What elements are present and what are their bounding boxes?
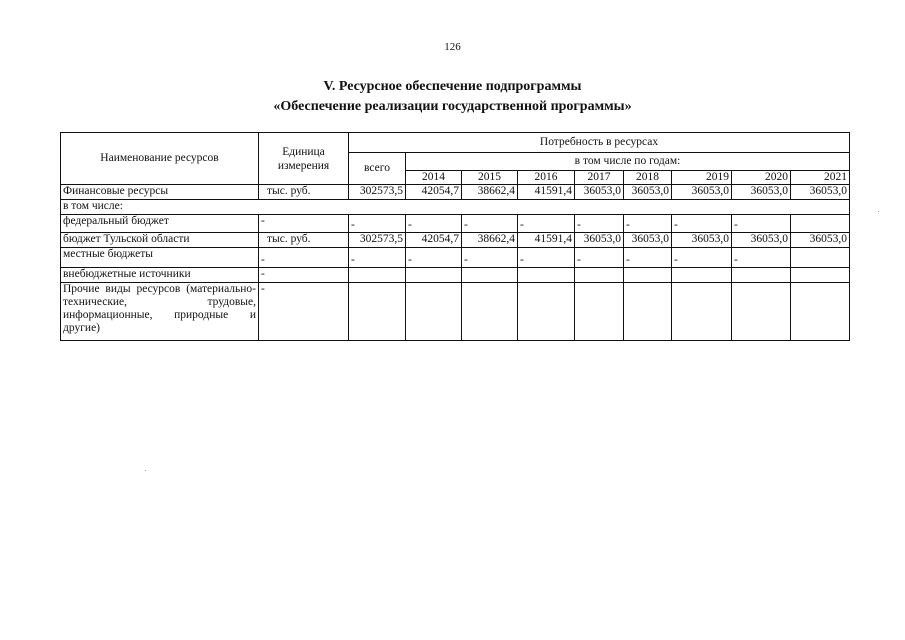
scan-speck <box>878 211 879 212</box>
row-value <box>791 248 850 268</box>
row-value <box>575 268 624 283</box>
row-value: 36053,0 <box>672 185 732 200</box>
row-value: - <box>406 215 462 233</box>
row-name: внебюджетные источники <box>61 268 259 283</box>
header-total: всего <box>349 153 406 185</box>
row-value <box>406 268 462 283</box>
table-row-federal <box>61 215 850 233</box>
year-header: 2014 <box>406 171 462 185</box>
row-value: 41591,4 <box>518 233 575 248</box>
row-value: 36053,0 <box>575 233 624 248</box>
row-value <box>518 283 575 341</box>
row-value <box>406 283 462 341</box>
row-value: 41591,4 <box>518 185 575 200</box>
row-value: 36053,0 <box>672 233 732 248</box>
row-name: местные бюджеты <box>61 248 259 268</box>
header-unit: Единица измерения <box>259 133 349 185</box>
row-value <box>791 215 850 233</box>
row-value <box>624 268 672 283</box>
section-title-line-1: V. Ресурсное обеспечение подпрограммы <box>323 79 582 94</box>
row-total: 302573,5 <box>349 185 406 200</box>
row-value: - <box>575 215 624 233</box>
row-total: 302573,5 <box>349 233 406 248</box>
row-value: - <box>624 215 672 233</box>
row-value: 36053,0 <box>732 233 791 248</box>
row-name: бюджет Тульской области <box>61 233 259 248</box>
table-row-local <box>61 248 850 268</box>
row-value <box>575 283 624 341</box>
page-number: 126 <box>444 41 461 53</box>
year-header: 2021 <box>791 171 850 185</box>
year-header: 2018 <box>624 171 672 185</box>
row-name: в том числе: <box>61 200 850 215</box>
year-header: 2020 <box>732 171 791 185</box>
table-row-offbudget <box>61 268 850 283</box>
row-name: федеральный бюджет <box>61 215 259 233</box>
table-row-financial <box>61 185 850 200</box>
row-value: 36053,0 <box>732 185 791 200</box>
row-unit: - <box>259 283 349 341</box>
section-title-line-2: «Обеспечение реализации государственной программы» <box>273 99 632 114</box>
resource-table <box>60 132 850 341</box>
row-value: - <box>406 248 462 268</box>
row-value: - <box>462 215 518 233</box>
row-value <box>791 283 850 341</box>
row-value <box>462 268 518 283</box>
scan-speck <box>145 470 146 471</box>
table-row-tula <box>61 233 850 248</box>
row-value: 36053,0 <box>791 233 850 248</box>
row-unit: - <box>259 268 349 283</box>
row-value: 38662,4 <box>462 233 518 248</box>
row-value: - <box>732 248 791 268</box>
row-value: - <box>732 215 791 233</box>
header-row-1 <box>61 133 850 153</box>
row-value: - <box>672 215 732 233</box>
row-value: 38662,4 <box>462 185 518 200</box>
year-header: 2015 <box>462 171 518 185</box>
row-value <box>791 268 850 283</box>
row-value: 36053,0 <box>575 185 624 200</box>
header-by-years: в том числе по годам: <box>406 153 850 171</box>
row-name: Прочие виды ресурсов (материально-технические, трудовые, информационные, природные и другие) <box>61 283 259 341</box>
row-unit: тыс. руб. <box>259 233 349 248</box>
row-value: - <box>672 248 732 268</box>
row-value: - <box>624 248 672 268</box>
row-value <box>518 268 575 283</box>
row-value: - <box>575 248 624 268</box>
header-name: Наименование ресурсов <box>61 133 259 185</box>
row-value: 42054,7 <box>406 185 462 200</box>
row-value: - <box>462 248 518 268</box>
row-value: 36053,0 <box>791 185 850 200</box>
section-title <box>0 77 905 117</box>
header-need: Потребность в ресурсах <box>349 133 850 153</box>
row-value: 42054,7 <box>406 233 462 248</box>
row-total <box>349 283 406 341</box>
row-value <box>672 283 732 341</box>
row-unit: тыс. руб. <box>259 185 349 200</box>
row-value <box>672 268 732 283</box>
row-value <box>732 268 791 283</box>
year-header: 2019 <box>672 171 732 185</box>
row-total <box>349 268 406 283</box>
row-unit: - <box>259 215 349 233</box>
row-value: 36053,0 <box>624 233 672 248</box>
row-value <box>732 283 791 341</box>
row-value <box>624 283 672 341</box>
table-row-including <box>61 200 850 215</box>
row-value: - <box>518 248 575 268</box>
year-header: 2017 <box>575 171 624 185</box>
row-value <box>462 283 518 341</box>
row-value: - <box>518 215 575 233</box>
row-total: - <box>349 248 406 268</box>
row-name: Финансовые ресурсы <box>61 185 259 200</box>
row-value: 36053,0 <box>624 185 672 200</box>
row-total: - <box>349 215 406 233</box>
table-row-other <box>61 283 850 341</box>
year-header: 2016 <box>518 171 575 185</box>
row-unit: - <box>259 248 349 268</box>
